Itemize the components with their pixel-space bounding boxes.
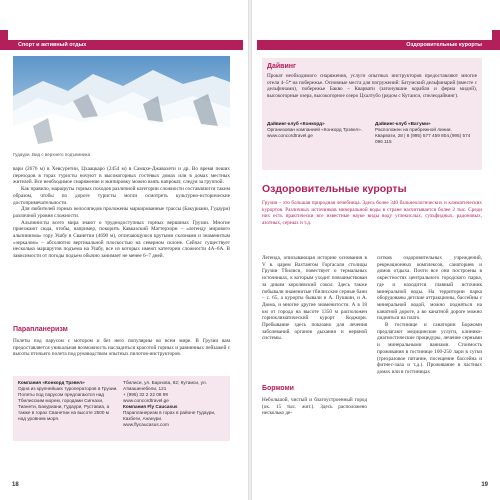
contact-concord [18, 380, 118, 422]
club-text: Расположен на прибрежной линии. [375, 127, 452, 132]
diving-heading: Дайвинг [267, 63, 296, 70]
contact-url[interactable]: www.flycaucasus.com [123, 422, 169, 427]
diving-box [262, 58, 482, 170]
contact-title: Компания Fly Caucasus [123, 404, 178, 409]
club-title: Дайвинг-клуб «Конкорд» [267, 121, 325, 126]
paragraph: Как правило, маршруты горных походов различной категории сложности составляются таким образом, чтобы по дороге туристы могли осмотреть культурно-исторические достопримечательности. [13, 186, 230, 206]
paragraph: Для любителей горных велосипедов проложены маркированные трассы (Бакуриани, Гудаури) различной уровня сложности. [13, 206, 230, 219]
contact-text: Парапланеризм в горах в районе Гудаури, Казбеги, Ананури. [123, 410, 216, 421]
paragraph: вари (2676 м) в Хевсуретии, Цхаацкаро (2454 м) в Самцхе-Джавахети и др. Во время пеших переходов в горах туристы ночуют в высокогорных гостевых домах или в домах местных жителей. Все необходимое снаряжение и экипировку можно взять напрокат, следуя за группой. [13, 166, 230, 186]
paragraph: ситков оздоровительных учреждений, рекреационных комплексов, санаториев и домов отдыха. Почти все они построены в окрестностях центрального городского парка, где и находится главный источник минеральной воды. На территории парка оборудованы детские аттракционы, бассейны с минеральной водой, можно подняться на канатной дороге, а во канатной дороге можно подняться на плато. [377, 255, 482, 322]
club-batumi [375, 121, 479, 145]
club-url[interactable]: www.concordtravel.ge [267, 133, 313, 138]
contact-url[interactable]: www.concordtravel.ge [123, 398, 169, 403]
diving-text: Прокат необходимого снаряжения, услуги опытных инструкторов предоставляют многие отели 4–5* на побережье. Основные места для погружений: Батумский дельфинарий (вместе с дельфинами), побережье Бакво – Кварвати (затонувшие корабли и ферма мидий), высокогорные озера, высокогорное озеро Цхалтубо (рядом с Кутаиси, спелеодайвинг). [267, 73, 477, 100]
contact-phone: + (995) 32 2 22 08 99 [123, 392, 168, 397]
borjomi-text: Небольшой, чистый и благоустроенный город (ок. 15 тыс. жит.). Здесь расположено несколько де- [262, 397, 367, 417]
contact-text: Одна из крупнейших туроператоров в Грузии. Полеты под парусом предлагаются над Тбилисским морем, городами Сигнахи, Тианети, Бакуриани, Гудаури, Руставиа, а также в горах Сванетии на высоте 2500 м над уровнем моря. [18, 386, 118, 421]
page-number: 19 [481, 482, 488, 488]
contact-address: Тбилиси, ул. Барнова, 82; Кутаиси, ул. Атмашенебели, 121 [123, 380, 207, 391]
paragraph: В гостинице и санатории Боржоми предлагают медицинские услуги, клинико-диагностические процедуры, лечение серными и минеральными ваннами. Стоимость проживания в гостинице 100-250 лари в сутки (трехразовое питание, посещение бассейна и фитнес-зала и т.д.). Проживание в частных домах или в гостиницах [377, 322, 482, 375]
column-left: Легенда, описывающая историю основания в V в. царем Вахтангом Горгасали столицы Грузии Тбилиси, повествует о термальных источниках, к которым уходит повзаимствован за диким королевский сокол. Здесь также побывали знаменитые тбилисские серные бани – с. 65, а курорты бывали и А. Пушкин, и А. Дюма, и многие другие знаменитости. А в 18 км от города на высоте 1350 м расположен горноклиматический курорт Коджори. Пребывание здесь показано для лечения заболеваний органов дыхания и нервной системы. [262, 255, 367, 342]
left-page [0, 0, 248, 500]
resorts-heading: Оздоровительные курорты [262, 183, 407, 195]
resorts-intro: Грузия – это большая природная лечебница. Здесь более 340 бальнеологических и климатических курортов. Различных источников минеральной воды в стране насчитывается более 2 тыс. Среди них есть практически все известные науке виды воду углекислых, сульфидных, радоновых, азотных, серных и т.д. [262, 200, 482, 227]
section-header: Спорт и активный отдых [0, 40, 243, 50]
club-concord [267, 121, 367, 139]
mountain-photo [13, 56, 230, 149]
photo-caption: Гудаури. Вид с верхнего подъемника [13, 152, 91, 157]
club-title: Дайвинг-клуб «Ватуми» [375, 121, 431, 126]
paragraph: Альпинисты всего мира знают о труднодоступных горных вершинах Грузии. Многие приезжают сюда, чтобы, например, покорить Кавказский Маттерхорн – «легенду мирового альпинизма» гору Ушбу в Сванетии (4690 м), отличающуюся крутыми склонами и знаменитым «зеркалом» – абсолютно вертикальной плоскостью на северном склоне. Сейчас существует несколько маршрутов подъема на Ушбу, все из которых имеют категории сложности 4А–6А. В зависимости от погоды подъем обычно занимает не менее 6–7 дней. [13, 219, 230, 260]
column-right [377, 255, 482, 376]
club-text: Организован компанией «Конкорд Трэвел». [267, 127, 363, 132]
borjomi-heading: Боржоми [262, 385, 294, 392]
paraglide-heading: Парапланеризм [13, 326, 68, 333]
club-phone: Кварвати, 28 | 8 (995) 577 459 804,(995) 574 096 115 [375, 133, 471, 144]
page-number: 18 [12, 482, 19, 488]
contact-box [13, 376, 230, 441]
right-page [252, 0, 500, 500]
paraglide-text: Полеты под парусом с мотором и без него популярны во всем мире. В Грузии вам предоставляется уникальная возможность насладиться красотой горных и равнинных пейзажей с высоты птичьего полета под руководством опытных пилотов-инструкторов. [13, 338, 230, 358]
main-text [13, 166, 230, 260]
contact-title: Компания «Конкорд Трэвел» [18, 380, 85, 385]
contact-details [123, 380, 227, 428]
section-header: Оздоровительные курорты [257, 40, 500, 50]
